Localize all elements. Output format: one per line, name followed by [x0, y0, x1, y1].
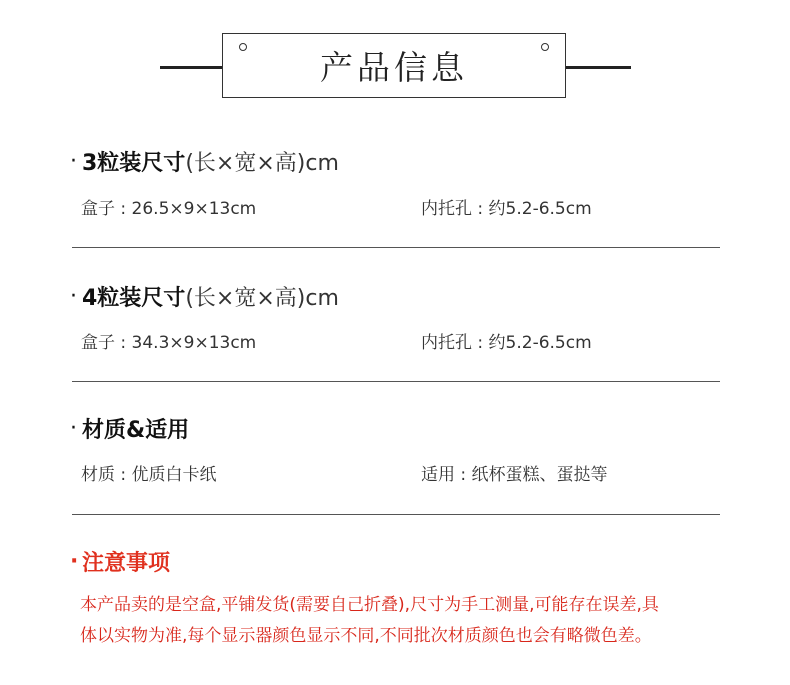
notice-line-2: 体以实物为准,每个显示器颜色显示不同,不同批次材质颜色也会有略微色差。: [80, 626, 652, 646]
insert-hole-size-4-pack: 内托孔 : 约5.2-6.5cm: [421, 333, 592, 353]
bullet-dot: ·: [70, 548, 79, 574]
notice-heading: [70, 546, 170, 577]
section-divider: [72, 247, 720, 248]
page-title: 产品信息: [320, 48, 468, 87]
material-info: 材质 : 优质白卡纸: [81, 465, 217, 485]
bullet-dot: ·: [70, 415, 77, 441]
bullet-dot: ·: [70, 148, 77, 174]
section-heading-strong: 4粒装尺寸: [82, 286, 186, 311]
section-divider: [72, 381, 720, 382]
section-heading-strong: 3粒装尺寸: [82, 151, 186, 176]
notice-title: 注意事项: [82, 551, 171, 576]
hanging-hole-right: [541, 43, 549, 51]
section-heading-light: (长×宽×高)cm: [185, 286, 339, 311]
section-heading-strong: 材质&适用: [82, 418, 190, 443]
section-heading-light: (长×宽×高)cm: [185, 151, 339, 176]
insert-hole-size-3-pack: 内托孔 : 约5.2-6.5cm: [421, 199, 592, 219]
section-heading-3-pack: [70, 146, 339, 177]
notice-line-1: 本产品卖的是空盒,平铺发货(需要自己折叠),尺寸为手工测量,可能存在误差,具: [80, 595, 659, 615]
box-size-3-pack: 盒子 : 26.5×9×13cm: [81, 199, 257, 219]
box-size-4-pack: 盒子 : 34.3×9×13cm: [81, 333, 257, 353]
title-banner: [222, 33, 566, 98]
section-heading-4-pack: [70, 281, 339, 312]
usage-info: 适用 : 纸杯蛋糕、蛋挞等: [421, 465, 608, 485]
section-heading-material: [70, 413, 189, 444]
title-line-left: [160, 66, 230, 69]
title-line-right: [561, 66, 631, 69]
section-divider: [72, 514, 720, 515]
bullet-dot: ·: [70, 283, 77, 309]
hanging-hole-left: [239, 43, 247, 51]
